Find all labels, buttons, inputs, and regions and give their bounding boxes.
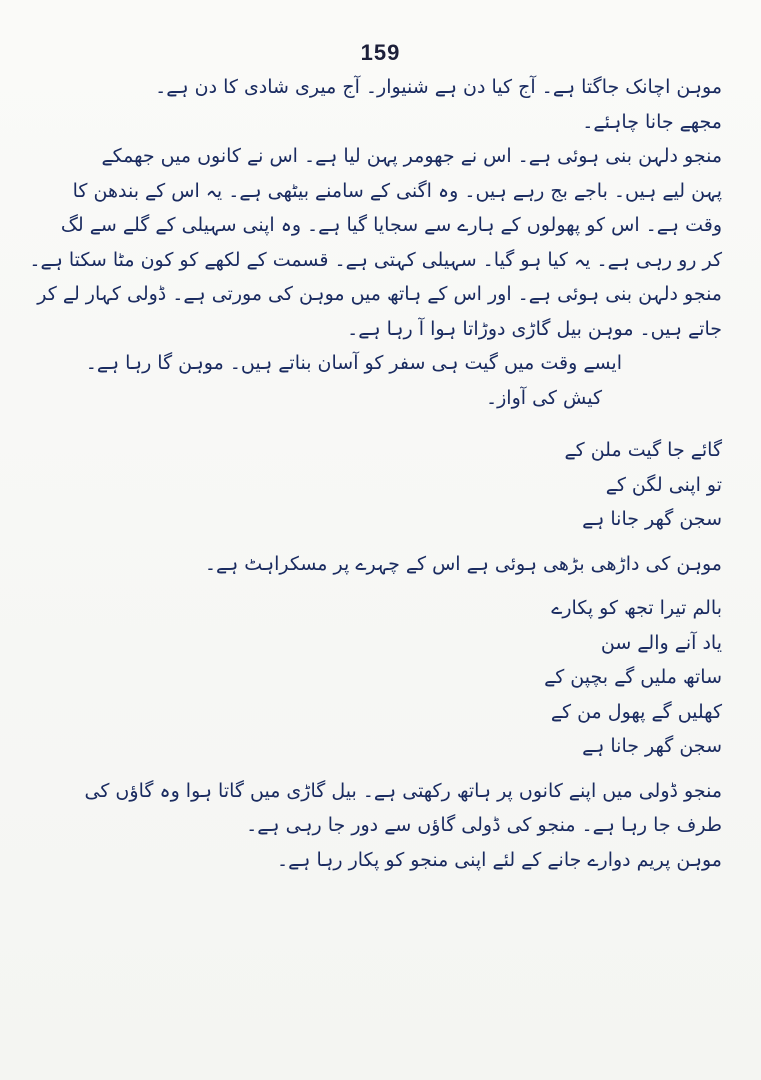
paragraph-line: ایسے وقت میں گیت ہی سفر کو آسان بناتے ہیں۔ موہن گا رہا ہے۔ — [85, 352, 622, 374]
song-line: ساتھ ملیں گے بچپن کے — [544, 666, 722, 688]
spacer — [40, 581, 722, 591]
paragraph-line: پہن لیے ہیں۔ باجے بج رہے ہیں۔ وہ اگنی کے سامنے بیٹھی ہے۔ یہ اس کے بندھن کا — [72, 179, 722, 202]
paragraph-line: موہن پریم دوارے جانے کے لئے اپنی منجو کو پکار رہا ہے۔ — [277, 848, 722, 871]
speaker-line: کیش کی آواز۔ — [485, 386, 602, 409]
song-line: سجن گھر جانا ہے — [582, 735, 722, 757]
song-line: یاد آنے والے سن — [600, 631, 722, 654]
paragraph-line: طرف جا رہا ہے۔ منجو کی ڈولی گاؤں سے دور جا رہی ہے۔ — [246, 814, 722, 836]
spacer — [40, 537, 722, 547]
page-number: 159 — [360, 40, 401, 65]
paragraph-line: موہن کی داڑھی بڑھی ہوئی ہے اس کے چہرے پر مسکراہٹ ہے۔ — [204, 552, 722, 575]
paragraph-line: موہن اچانک جاگتا ہے۔ آج کیا دن ہے شنیوار۔ آج میری شادی کا دن ہے۔ — [155, 76, 722, 98]
song-line: سجن گھر جانا ہے — [582, 508, 722, 530]
song-line: گائے جا گیت ملن کے — [564, 439, 722, 461]
song-line: تو اپنی لگن کے — [605, 473, 722, 496]
page-text — [29, 70, 722, 877]
spacer — [40, 415, 722, 433]
spacer — [40, 764, 722, 774]
paragraph-line: جاتے ہیں۔ موہن بیل گاڑی دوڑاتا ہوا آ رہا ہے۔ — [347, 317, 722, 340]
paragraph-line: مجھے جانا چاہئے۔ — [582, 110, 722, 133]
paragraph-line: کر رو رہی ہے۔ یہ کیا ہو گیا۔ سہیلی کہتی ہے۔ قسمت کے لکھے کو کون مٹا سکتا ہے۔ — [29, 248, 722, 271]
song-line: کھلیں گے پھول من کے — [550, 700, 722, 723]
paragraph-line: منجو دلہن بنی ہوئی ہے۔ اس نے جھومر پہن لیا ہے۔ اس نے کانوں میں جھمکے — [101, 145, 722, 167]
paragraph-line: وقت ہے۔ اس کو پھولوں کے ہارے سے سجایا گیا ہے۔ وہ اپنی سہیلی کے گلے سے لگ — [60, 214, 722, 236]
song-line: بالم تیرا تجھ کو پکارے — [551, 597, 722, 619]
paragraph-line: منجو دلہن بنی ہوئی ہے۔ اور اس کے ہاتھ میں موہن کی مورتی ہے۔ ڈولی کہار لے کر — [37, 283, 722, 305]
paragraph-line: منجو ڈولی میں اپنے کانوں پر ہاتھ رکھتی ہے۔ بیل گاڑی میں گاتا ہوا وہ گاؤں کی — [84, 779, 722, 802]
